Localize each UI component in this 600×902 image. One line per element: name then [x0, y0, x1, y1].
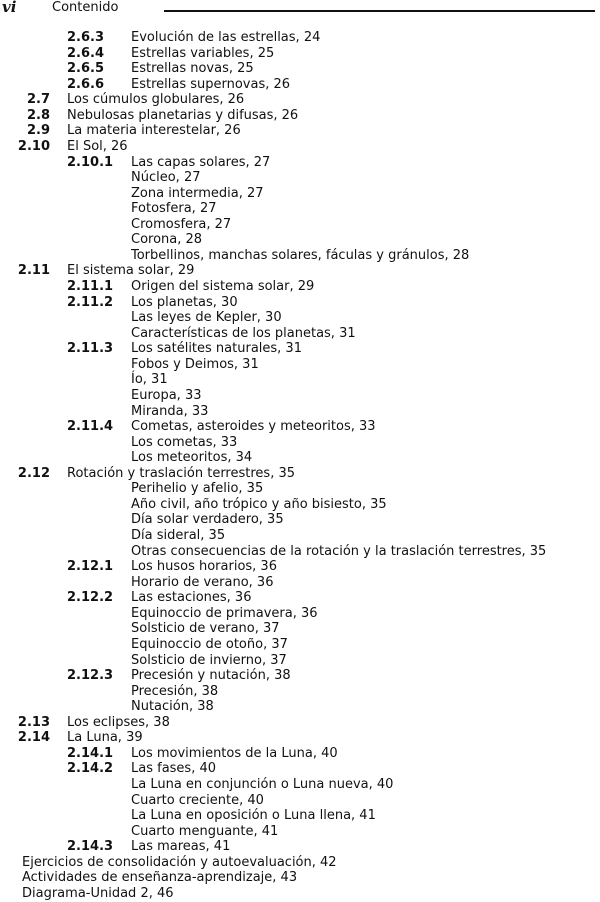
toc-entry-number: 2.10.1: [67, 154, 114, 170]
toc-entry-text: Nebulosas planetarias y difusas, 26: [67, 107, 299, 123]
toc-entry-number: 2.9: [26, 123, 50, 139]
toc-entry: [0, 808, 600, 824]
toc-entry: [0, 793, 600, 809]
toc-entry: [0, 170, 600, 186]
toc-entry-number: 2.12.3: [67, 668, 114, 684]
toc-entry: [0, 450, 600, 466]
toc-entry: [0, 155, 600, 171]
page-header: [0, 0, 600, 18]
toc-entry: [0, 559, 600, 575]
toc-entry: [0, 730, 600, 746]
toc-entry-number: 2.12.2: [67, 590, 114, 606]
toc-entry: [0, 839, 600, 855]
toc-entry: [0, 777, 600, 793]
toc-entry: [0, 497, 600, 513]
toc-entry: [0, 637, 600, 653]
toc-entry-text: Estrellas variables, 25: [131, 45, 275, 61]
toc-entry: [0, 232, 600, 248]
toc-entry-number: 2.13: [17, 714, 50, 730]
toc-entry-number: 2.6.4: [67, 45, 105, 61]
toc-entry-number: 2.14: [17, 730, 50, 746]
toc-entry-number: 2.11.2: [67, 294, 114, 310]
toc-entry-text: La Luna en oposición o Luna llena, 41: [131, 808, 376, 824]
toc-entry-text: La materia interestelar, 26: [67, 123, 241, 139]
toc-entry: [0, 201, 600, 217]
toc-entry-text: Horario de verano, 36: [131, 574, 274, 590]
toc-entry-text: Los meteoritos, 34: [131, 450, 253, 466]
toc-entry-number: 2.11.1: [67, 279, 114, 294]
toc-entry-text: Ío, 31: [131, 372, 168, 388]
toc-entry-text: Los cometas, 33: [131, 434, 238, 450]
toc-entry-text: Corona, 28: [131, 232, 203, 248]
toc-entry-text: Actividades de enseñanza-aprendizaje, 43: [22, 870, 298, 886]
toc-entry-text: Características de los planetas, 31: [131, 325, 356, 341]
toc-entry-text: Los cúmulos globulares, 26: [67, 92, 245, 108]
toc-entry-number: 2.14.3: [67, 839, 114, 855]
toc-entry-text: Núcleo, 27: [131, 170, 201, 186]
toc-entry-text: Solsticio de verano, 37: [131, 621, 280, 637]
toc-entry-number: 2.14.1: [67, 745, 114, 761]
toc-entry-number: 2.11.4: [67, 419, 114, 435]
toc-entry-number: 2.7: [26, 92, 50, 108]
toc-entry: [0, 186, 600, 202]
toc-entry-text: Evolución de las estrellas, 24: [131, 30, 321, 45]
toc-entry-text: Equinoccio de primavera, 36: [131, 605, 318, 621]
toc-entry-text: Estrellas supernovas, 26: [131, 76, 291, 92]
toc-entry: [0, 46, 600, 62]
toc-entry-text: Los eclipses, 38: [67, 714, 170, 730]
toc-entry-number: 2.8: [26, 107, 50, 123]
toc-entry: [0, 699, 600, 715]
toc-entry-text: Cometas, asteroides y meteoritos, 33: [131, 419, 376, 435]
toc-entry-text: El Sol, 26: [67, 138, 128, 154]
toc-entry-text: Día solar verdadero, 35: [131, 512, 284, 528]
toc-entry: [0, 279, 600, 295]
toc-entry-text: Precesión y nutación, 38: [131, 668, 291, 684]
toc-entry-text: Las fases, 40: [131, 761, 217, 777]
toc-entry: [0, 404, 600, 420]
toc-entry: [0, 435, 600, 451]
toc-entry-text: Cromosfera, 27: [131, 216, 232, 232]
toc-entry: [0, 108, 600, 124]
toc-entry-text: Zona intermedia, 27: [131, 185, 264, 201]
table-of-contents: [0, 30, 600, 902]
toc-entry: [0, 310, 600, 326]
toc-entry-text: Cuarto menguante, 41: [131, 823, 279, 839]
header-rule: [164, 10, 595, 12]
toc-entry-number: 2.12: [17, 465, 50, 481]
toc-entry-text: Año civil, año trópico y año bisiesto, 35: [131, 496, 387, 512]
toc-entry: [0, 621, 600, 637]
toc-entry-text: Solsticio de invierno, 37: [131, 652, 287, 668]
toc-entry: [0, 668, 600, 684]
toc-entry-text: Perihelio y afelio, 35: [131, 481, 264, 497]
toc-entry-text: Las leyes de Kepler, 30: [131, 310, 282, 326]
toc-entry-text: Equinoccio de otoño, 37: [131, 636, 288, 652]
toc-entry-text: El sistema solar, 29: [67, 263, 195, 279]
toc-entry-text: Diagrama-Unidad 2, 46: [22, 885, 174, 901]
toc-entry: [0, 870, 600, 886]
toc-entry: [0, 855, 600, 871]
toc-entry: [0, 248, 600, 264]
toc-entry: [0, 590, 600, 606]
toc-entry-text: Las capas solares, 27: [131, 154, 271, 170]
toc-entry-text: Precesión, 38: [131, 683, 219, 699]
toc-entry-text: Los movimientos de la Luna, 40: [131, 745, 338, 761]
toc-entry-text: Cuarto creciente, 40: [131, 792, 264, 808]
toc-entry-text: Día sideral, 35: [131, 528, 226, 543]
toc-entry: [0, 481, 600, 497]
toc-entry: [0, 341, 600, 357]
toc-entry-number: 2.6.5: [67, 61, 105, 77]
toc-entry-text: Ejercicios de consolidación y autoevaluación, 42: [22, 854, 337, 870]
toc-entry: [0, 30, 600, 46]
toc-entry: [0, 123, 600, 139]
toc-entry-text: Nutación, 38: [131, 699, 214, 715]
toc-entry: [0, 746, 600, 762]
toc-entry: [0, 684, 600, 700]
toc-entry-text: La Luna, 39: [67, 730, 143, 746]
toc-entry-text: Las mareas, 41: [131, 839, 231, 855]
toc-entry: [0, 824, 600, 840]
toc-entry: [0, 886, 600, 902]
toc-entry: [0, 77, 600, 93]
toc-entry-text: Los satélites naturales, 31: [131, 341, 302, 357]
toc-entry: [0, 715, 600, 731]
toc-entry-text: Los planetas, 30: [131, 294, 238, 310]
toc-entry-number: 2.14.2: [67, 761, 114, 777]
toc-entry: [0, 419, 600, 435]
toc-entry: [0, 466, 600, 482]
toc-entry-text: Los husos horarios, 36: [131, 559, 277, 575]
toc-entry-text: Las estaciones, 36: [131, 590, 252, 606]
toc-entry-text: Estrellas novas, 25: [131, 61, 254, 77]
toc-entry-text: La Luna en conjunción o Luna nueva, 40: [131, 777, 394, 792]
toc-entry: [0, 372, 600, 388]
page-number: vi: [2, 0, 17, 16]
toc-entry: [0, 61, 600, 77]
toc-entry-text: Origen del sistema solar, 29: [131, 279, 315, 294]
toc-entry: [0, 326, 600, 342]
toc-entry: [0, 512, 600, 528]
toc-entry: [0, 357, 600, 373]
toc-entry: [0, 139, 600, 155]
toc-entry: [0, 575, 600, 591]
toc-entry-text: Torbellinos, manchas solares, fáculas y gránulos, 28: [131, 247, 470, 263]
toc-entry: [0, 606, 600, 622]
toc-entry-number: 2.12.1: [67, 559, 114, 575]
toc-entry-text: Fobos y Deimos, 31: [131, 356, 259, 372]
toc-entry-number: 2.11.3: [67, 341, 114, 357]
toc-entry-text: Fotosfera, 27: [131, 201, 217, 217]
toc-entry: [0, 761, 600, 777]
toc-entry-text: Rotación y traslación terrestres, 35: [67, 465, 295, 481]
toc-entry-number: 2.11: [17, 263, 50, 279]
toc-entry: [0, 217, 600, 233]
toc-entry-text: Otras consecuencias de la rotación y la traslación terrestres, 35: [131, 543, 547, 559]
toc-entry-text: Europa, 33: [131, 387, 202, 403]
toc-entry: [0, 295, 600, 311]
toc-entry-number: 2.6.3: [67, 30, 105, 45]
toc-entry: [0, 653, 600, 669]
toc-entry: [0, 388, 600, 404]
header-title: Contenido: [52, 0, 119, 15]
toc-entry-number: 2.6.6: [67, 76, 105, 92]
toc-entry: [0, 528, 600, 544]
toc-entry: [0, 544, 600, 560]
toc-entry: [0, 263, 600, 279]
toc-entry: [0, 92, 600, 108]
toc-entry-text: Miranda, 33: [131, 403, 209, 419]
toc-entry-number: 2.10: [17, 138, 50, 154]
